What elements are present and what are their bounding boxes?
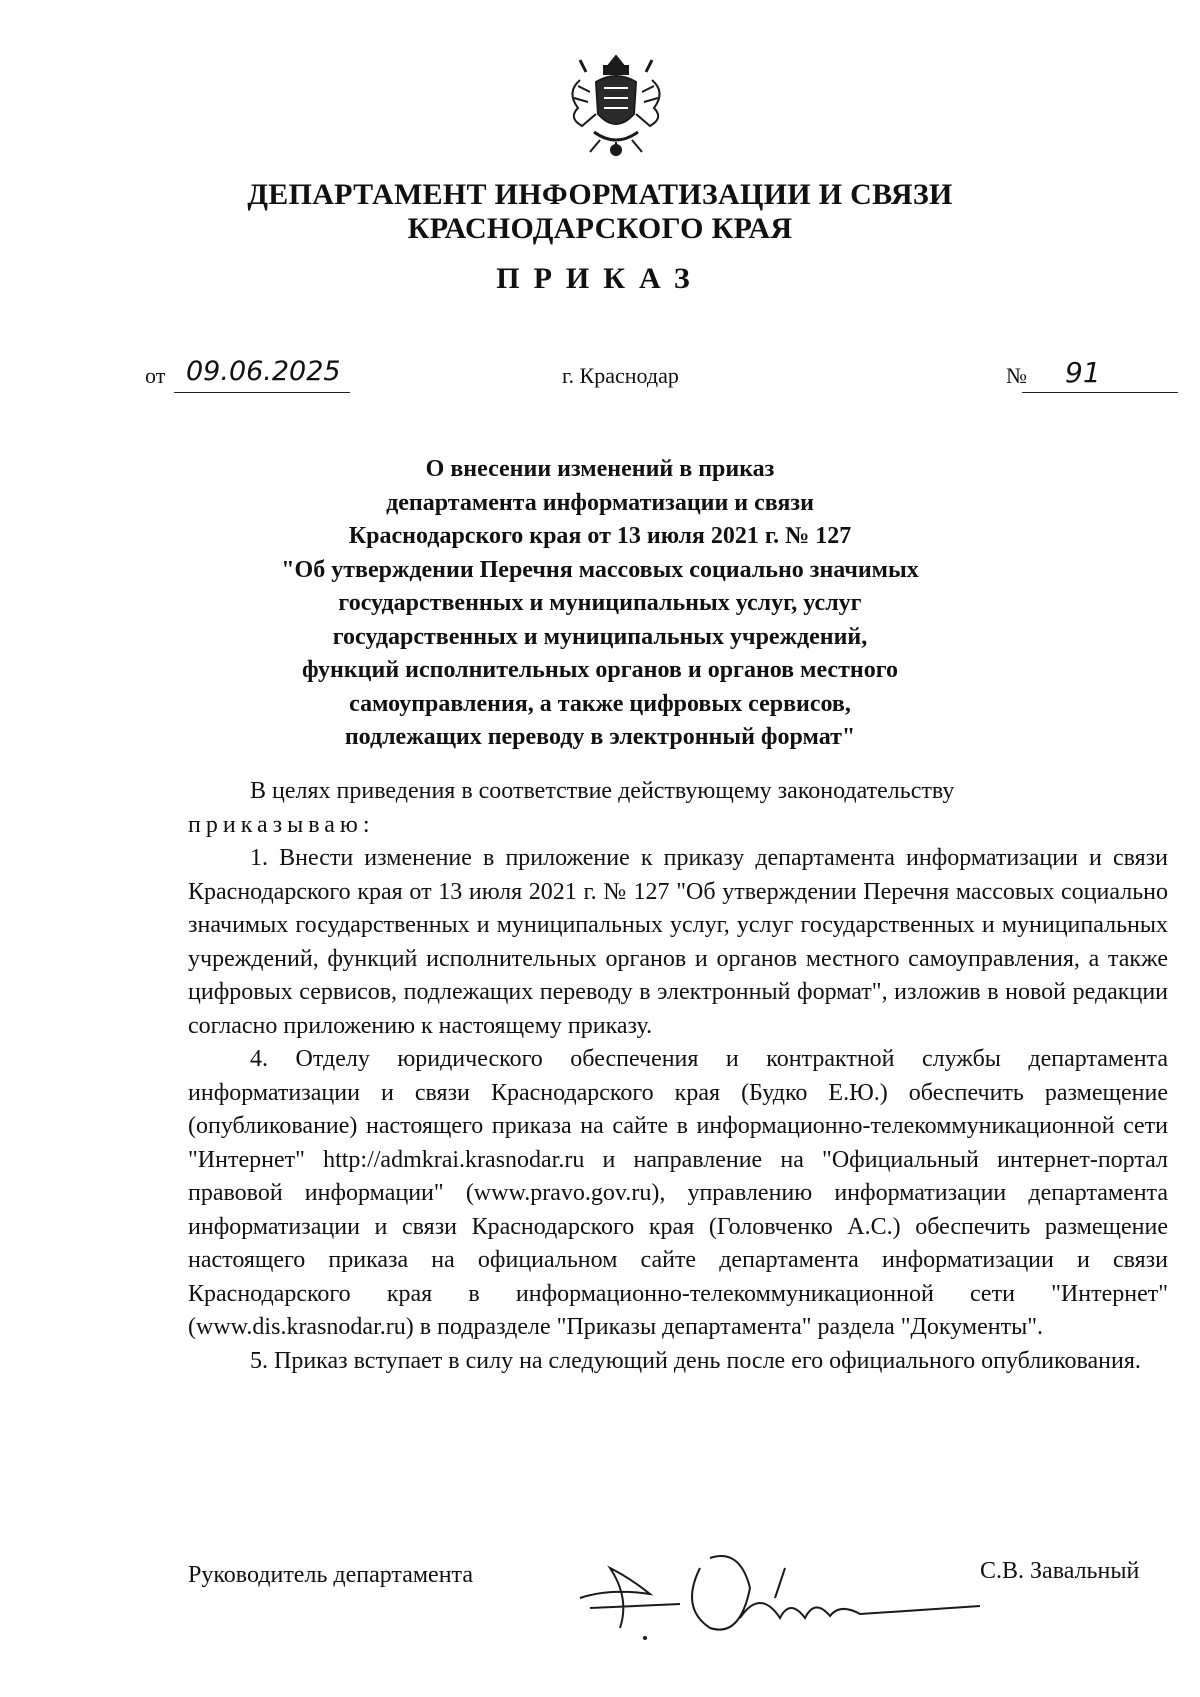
- signatory-role: Руководитель департамента: [188, 1562, 473, 1588]
- intro-paragraph: В целях приведения в соответствие действующему законодательству: [250, 778, 955, 804]
- handwritten-signature: [570, 1528, 990, 1648]
- title-line: Краснодарского края от 13 июля 2021 г. № 127: [348, 523, 852, 549]
- number-label: №: [1006, 363, 1027, 388]
- title-line: государственных и муниципальных услуг, услуг: [338, 590, 862, 616]
- coat-of-arms-icon: [560, 52, 672, 160]
- title-line: функций исполнительных органов и органов местного: [302, 657, 898, 683]
- signatory-name: С.В. Завальный: [980, 1558, 1140, 1584]
- order-body: [188, 775, 1168, 1378]
- title-line: департамента информатизации и связи: [386, 489, 814, 516]
- signature-svg: [570, 1528, 990, 1648]
- department-name-line2: КРАСНОДАРСКОГО КРАЯ: [407, 212, 793, 245]
- item-1: 1. Внести изменение в приложение к приказу департамента информатизации и связи Краснодарского края от 13 июля 2021 г. № 127 "Об утверждении Перечня массовых социально значимых государственных и муниципальных услуг, услуг государственных и муниципальных учреждений, функций исполнительных органов и органов местного самоуправления, а также цифровых сервисов, подлежащих переводу в электронный формат", изложив в новой редакции согласно приложению к настоящему приказу.: [188, 845, 1168, 1039]
- date-label: от: [145, 363, 166, 388]
- handwritten-date: 09.06.2025: [186, 356, 341, 387]
- title-line: "Об утверждении Перечня массовых социально значимых: [281, 556, 919, 583]
- order-word: приказываю:: [188, 811, 375, 838]
- date-underline: [174, 392, 350, 393]
- handwritten-number: 91: [1065, 356, 1101, 389]
- title-line: О внесении изменений в приказ: [425, 456, 775, 482]
- title-line: государственных и муниципальных учреждений,: [332, 623, 868, 650]
- city: г. Краснодар: [562, 363, 679, 388]
- document-type: ПРИКАЗ: [496, 262, 704, 295]
- number-underline: [1022, 392, 1178, 393]
- title-line: подлежащих переводу в электронный формат": [344, 724, 856, 750]
- department-name-line1: ДЕПАРТАМЕНТ ИНФОРМАТИЗАЦИИ И СВЯЗИ: [247, 178, 953, 211]
- coat-of-arms-svg: [560, 52, 672, 160]
- item-5: 5. Приказ вступает в силу на следующий день после его официального опубликования.: [250, 1347, 1141, 1374]
- order-title: [200, 453, 1000, 755]
- item-4: 4. Отделу юридического обеспечения и контрактной службы департамента информатизации и связи Краснодарского края (Будко Е.Ю.) обеспечить размещение (опубликование) настоящего приказа на сайте в информационно-телекоммуникационной сети "Интернет" http://admkrai.krasnodar.ru и направление на "Официальный интернет-портал правовой информации" (www.pravo.gov.ru), управлению информатизации департамента информатизации и связи Краснодарского края (Головченко А.С.) обеспечить размещение настоящего приказа на официальном сайте департамента информатизации и связи Краснодарского края в информационно-телекоммуникационной сети "Интернет" (www.dis.krasnodar.ru) в подразделе "Приказы департамента" раздела "Документы".: [188, 1046, 1168, 1340]
- title-line: самоуправления, а также цифровых сервисов,: [349, 690, 851, 717]
